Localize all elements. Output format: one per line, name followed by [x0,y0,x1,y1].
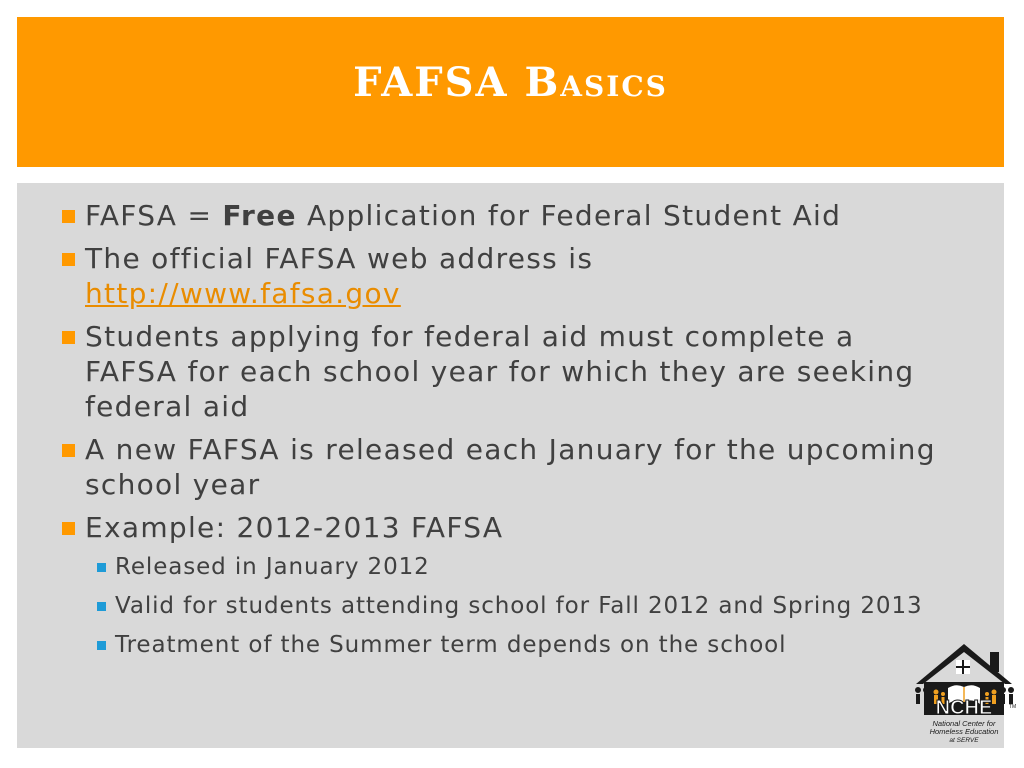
bullet-text: A new FAFSA is released each January for the upcoming school year [85,433,936,501]
content-area [17,183,1017,748]
nche-logo [912,638,1017,748]
square-sub-bullet-icon [97,563,106,572]
svg-text:at SERVE: at SERVE [949,737,979,744]
bullet-item [17,319,1004,424]
svg-text:TM: TM [1009,704,1017,710]
bullet-text-prefix: FAFSA = [85,199,223,232]
square-bullet-icon [62,444,75,457]
slide-title: FAFSA Basics [353,58,668,106]
square-sub-bullet-icon [97,602,106,611]
bullet-text: Students applying for federal aid must complete a FAFSA for each school year for which they are seeking federal aid [85,320,915,423]
sub-bullet-item [85,592,934,621]
title-bar [17,17,1004,167]
square-bullet-icon [62,522,75,535]
fafsa-link[interactable]: http://www.fafsa.gov [85,277,401,310]
bullet-text-bold: Free [222,199,297,232]
sub-bullet-text: Valid for students attending school for Fall 2012 and Spring 2013 [115,593,923,619]
sub-bullet-list [85,553,944,660]
bullet-text-suffix: Application for Federal Student Aid [296,199,842,232]
sub-bullet-item [85,553,934,582]
svg-text:National Center for: National Center for [932,719,996,728]
sub-bullet-text: Released in January 2012 [115,554,430,580]
square-bullet-icon [62,253,75,266]
bullet-text: The official FAFSA web address is [85,242,594,275]
bullet-list [17,183,1004,660]
square-sub-bullet-icon [97,641,106,650]
sub-bullet-text: Treatment of the Summer term depends on the school [115,632,787,658]
bullet-item [17,198,1004,233]
bullet-item [17,432,1004,502]
square-bullet-icon [62,210,75,223]
bullet-text: Example: 2012-2013 FAFSA [85,511,504,544]
square-bullet-icon [62,331,75,344]
bullet-item [17,510,1004,660]
sub-bullet-item [85,631,934,660]
house-logo-icon [912,638,1017,748]
bullet-item [17,241,1004,311]
svg-text:NCHE: NCHE [935,697,993,719]
svg-text:Homeless Education: Homeless Education [929,727,999,736]
